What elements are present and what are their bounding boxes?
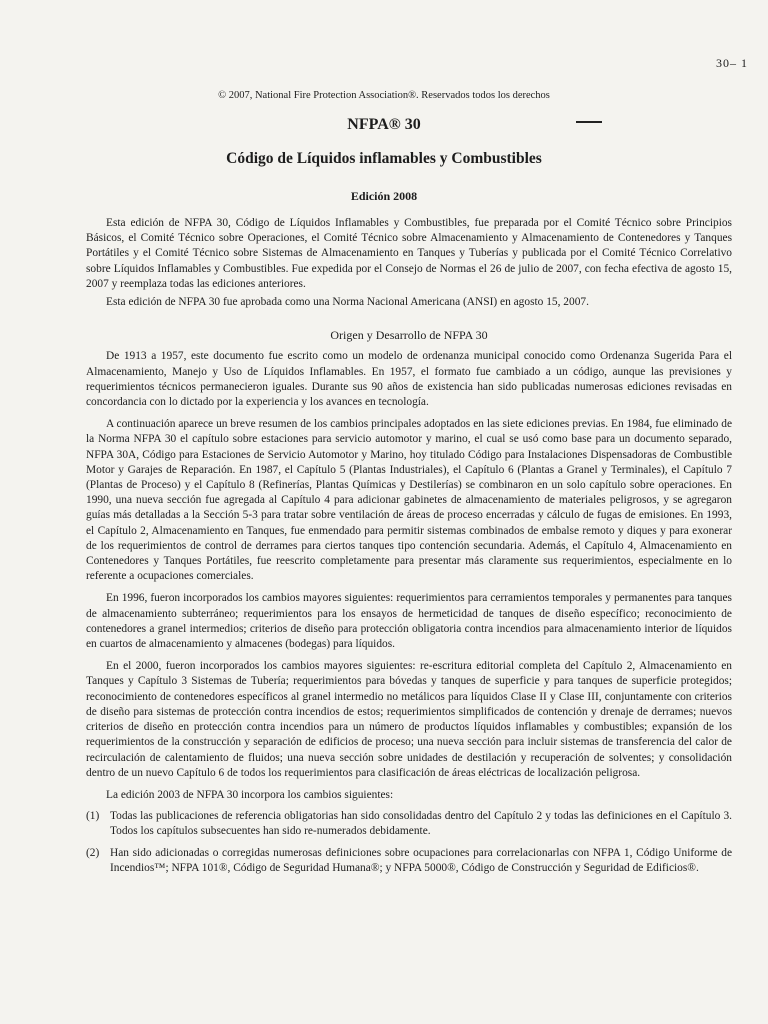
origin-paragraph-4: En el 2000, fueron incorporados los cambios mayores siguientes: re-escritura editorial completa del Capítulo 2, Almacenamiento en Tanques y Capítulo 3 Sistemas de Tubería; requerimientos para bóvedas y tanques de superficie y para tanques de superficie protegidos; reconocimiento de contenedores específicos al granel intermedio no metálicos para líquidos Clase II y Clase III, conjuntamente con criterios de diseño para sistemas de protección contra incendios de estos; requerimientos simplificados de contención y drenaje de derrames; nuevos criterios de diseño en protección contra incendios para un número de productos líquidos inflamables y combustibles; expansión de los requerimientos de la construcción y separación de edificios de proceso; una nueva sección para incluir sistemas de transferencia del calor de recirculación de calentamiento de fluidos; una nueva sección sobre unidades de destilación y recuperación de solventes; y consolidación dentro de un nuevo Capítulo 6 de todos los requerimientos para clasificación de áreas eléctricas de localización peligrosa. xyxy=(86,660,732,779)
list-item-number: (1) xyxy=(86,810,100,823)
scan-mark xyxy=(576,121,602,123)
origin-paragraph-2: A continuación aparece un breve resumen de los cambios principales adoptados en las siete ediciones previas. En 1984, fue eliminado de la Norma NFPA 30 el capítulo sobre estaciones para servicio automotor y marino, el cual se usó como base para un documento separado, NFPA 30A, Código para Estaciones de Servicio Automotor y Marino, hoy titulado Código para Instalaciones Dispensadoras de Combustible Motor y Garajes de Reparación. En 1987, el Capítulo 5 (Plantas Industriales), el Capítulo 6 (Plantas a Granel y Terminales), el Capítulo 7 (Plantas de Proceso) y el Capítulo 8 (Refinerías, Plantas Químicas y Destilerías) se combinaron en un solo capítulo sobre operaciones. En 1990, una nueva sección fue agregada al Capítulo 4 para adicionar gabinetes de almacenamiento de materiales peligrosos, y se agregaron guías más detalladas a la Sección 5-3 para tratar sobre ventilación de áreas de proceso encerradas y cálculo de fugas de emisiones. En 1993, el Capítulo 2, Almacenamiento en Tanques, fue enmendado para permitir sistemas combinados de embalse remoto y diques y para exonerar de los requerimientos de control de derrames para ciertos tanques tipo contención secundaria. Además, el Capítulo 4, Almacenamiento en Contenedores y Tanques Portátiles, fue reescrito completamente para presentar más claramente sus requerimientos, especialmente en lo referente a ocupaciones comerciales. xyxy=(86,418,732,583)
list-item xyxy=(86,846,732,876)
standard-designation: NFPA® 30 xyxy=(347,116,421,133)
origin-paragraph-5: La edición 2003 de NFPA 30 incorpora los cambios siguientes: xyxy=(106,788,394,801)
section-heading: Origen y Desarrollo de NFPA 30 xyxy=(330,328,488,343)
origin-paragraph-1: De 1913 a 1957, este documento fue escrito como un modelo de ordenanza municipal conocido como Ordenanza Sugerida Para el Almacenamiento, Manejo y Uso de Líquidos Inflamables. En 1957, el formato fue cambiado a un código, aunque las previsiones y requerimientos técnicos permanecieron iguales. Durante sus 90 años de existencia han sido publicadas numerosas ediciones revisadas en concordancia con lo dictado por la experiencia y los avances en tecnología. xyxy=(86,350,732,409)
list-item xyxy=(86,809,732,839)
document-body xyxy=(86,216,732,876)
page-number: 30– 1 xyxy=(716,56,748,70)
copyright-line: © 2007, National Fire Protection Association®. Reservados todos los derechos xyxy=(218,90,550,101)
list-item-text: Todas las publicaciones de referencia obligatorias han sido consolidadas dentro del Capítulo 2 y todas las definiciones en el Capítulo 3. Todos los capítulos subsecuentes han sido re-numerados debidamente. xyxy=(110,810,732,838)
origin-paragraph-3: En 1996, fueron incorporados los cambios mayores siguientes: requerimientos para cerramientos temporales y permanentes para tanques de almacenamiento subterráneo; requerimientos para los ensayos de hermeticidad de tanques de diseño específico; reconocimiento de contenedores a granel intermedios; criterios de diseño para protección obligatoria contra incendios para almacenamiento interior de líquidos en cuartos de almacenamiento y almacenes (bodegas) para líquidos. xyxy=(86,592,732,651)
edition-label: Edición 2008 xyxy=(350,189,418,203)
intro-paragraph-2: Esta edición de NFPA 30 fue aprobada como una Norma Nacional Americana (ANSI) en agosto 15, 2007. xyxy=(106,296,589,309)
document-title: Código de Líquidos inflamables y Combustibles xyxy=(226,150,542,167)
list-item-text: Han sido adicionadas o corregidas numerosas definiciones sobre ocupaciones para correlacionarlas con NFPA 1, Código Uniforme de Incendios™; NFPA 101®, Código de Seguridad Humana®; y NFPA 5000®, Código de Construcción y Seguridad de Edificios®. xyxy=(110,846,732,874)
intro-paragraph-1: Esta edición de NFPA 30, Código de Líquidos Inflamables y Combustibles, fue preparada por el Comité Técnico sobre Principios Básicos, el Comité Técnico sobre Operaciones, el Comité Técnico sobre Almacenamiento y Almacenamiento de Contenedores y Tanques Portátiles y el Comité Técnico sobre Sistemas de Almacenamiento en Tanques y Tuberías y publicada por el Comité Técnico Correlativo sobre Líquidos Inflamables y Combustibles. Fue expedida por el Consejo de Normas el 26 de julio de 2007, con fecha efectiva de agosto 15, 2007 y reemplaza todas las ediciones anteriores. xyxy=(86,217,732,290)
list-item-number: (2) xyxy=(86,846,100,859)
